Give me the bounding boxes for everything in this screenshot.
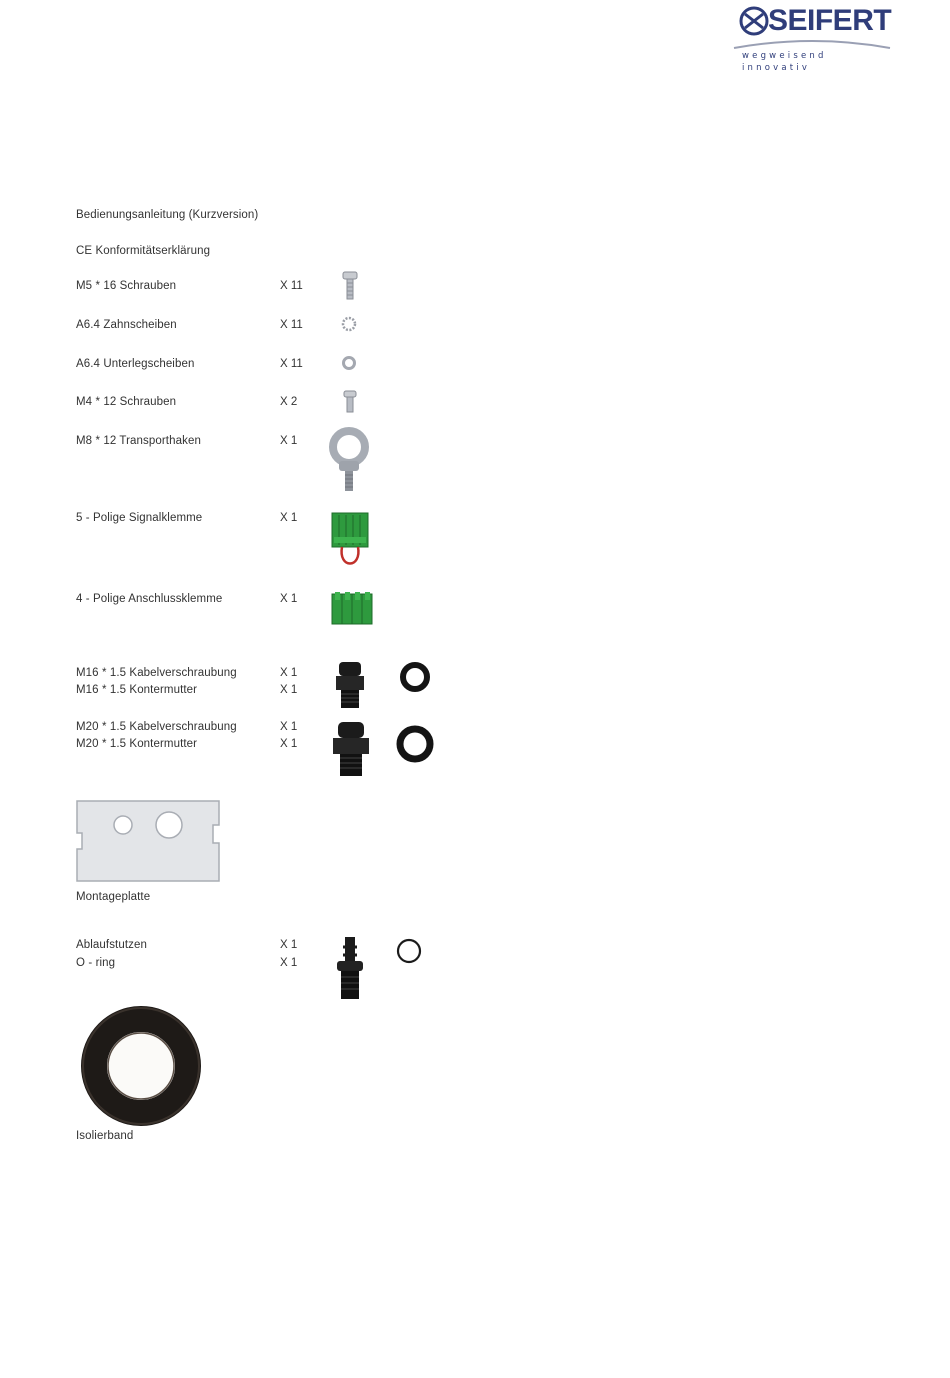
item-label: M20 * 1.5 Kontermutter [76, 738, 198, 750]
item-qty: X 1 [280, 957, 298, 969]
item-label: O - ring [76, 957, 116, 969]
item-label: M5 * 16 Schrauben [76, 280, 177, 292]
item-label: Isolierband [76, 1130, 134, 1142]
item-label: 4 - Polige Anschlussklemme [76, 593, 223, 605]
four-pole-terminal-icon [330, 590, 374, 628]
item-label: A6.4 Zahnscheiben [76, 319, 177, 331]
item-qty: X 1 [280, 738, 298, 750]
small-screw-icon [343, 390, 357, 414]
lock-nut-m20-icon [394, 723, 436, 765]
doc-manual: Bedienungsanleitung (Kurzversion) [76, 209, 259, 221]
insulating-tape-icon [78, 1004, 204, 1128]
item-qty: X 1 [280, 939, 298, 951]
lock-nut-m16-icon [398, 660, 432, 694]
eye-bolt-icon [323, 427, 375, 493]
item-qty: X 1 [280, 721, 298, 733]
cable-gland-m16-icon [333, 660, 367, 710]
item-label: Montageplatte [76, 891, 151, 903]
doc-ce-declaration: CE Konformitätserklärung [76, 245, 211, 257]
item-label: M8 * 12 Transporthaken [76, 435, 201, 447]
tooth-washer-icon [341, 316, 357, 332]
five-pole-terminal-icon [330, 509, 370, 573]
flat-washer-icon [341, 355, 357, 371]
seifert-logo [730, 4, 896, 73]
item-qty: X 1 [280, 684, 298, 696]
cable-gland-m20-icon [330, 720, 372, 778]
item-qty: X 1 [280, 512, 298, 524]
brand-name: SEIFERT [768, 4, 892, 37]
item-qty: X 1 [280, 593, 298, 605]
item-label: M16 * 1.5 Kabelverschraubung [76, 667, 237, 679]
drain-nozzle-icon [333, 935, 367, 1003]
item-qty: X 2 [280, 396, 298, 408]
item-label: Ablaufstutzen [76, 939, 147, 951]
mounting-plate-icon [73, 799, 223, 885]
item-label: M20 * 1.5 Kabelverschraubung [76, 721, 237, 733]
item-qty: X 1 [280, 667, 298, 679]
item-label: A6.4 Unterlegscheiben [76, 358, 195, 370]
screw-icon [341, 271, 359, 301]
item-label: M4 * 12 Schrauben [76, 396, 177, 408]
item-label: 5 - Polige Signalklemme [76, 512, 203, 524]
item-qty: X 11 [280, 280, 303, 292]
brand-tagline: wegweisend innovativ [742, 51, 827, 73]
item-qty: X 11 [280, 358, 303, 370]
item-qty: X 1 [280, 435, 298, 447]
item-qty: X 11 [280, 319, 303, 331]
item-label: M16 * 1.5 Kontermutter [76, 684, 198, 696]
o-ring-icon [395, 937, 423, 965]
